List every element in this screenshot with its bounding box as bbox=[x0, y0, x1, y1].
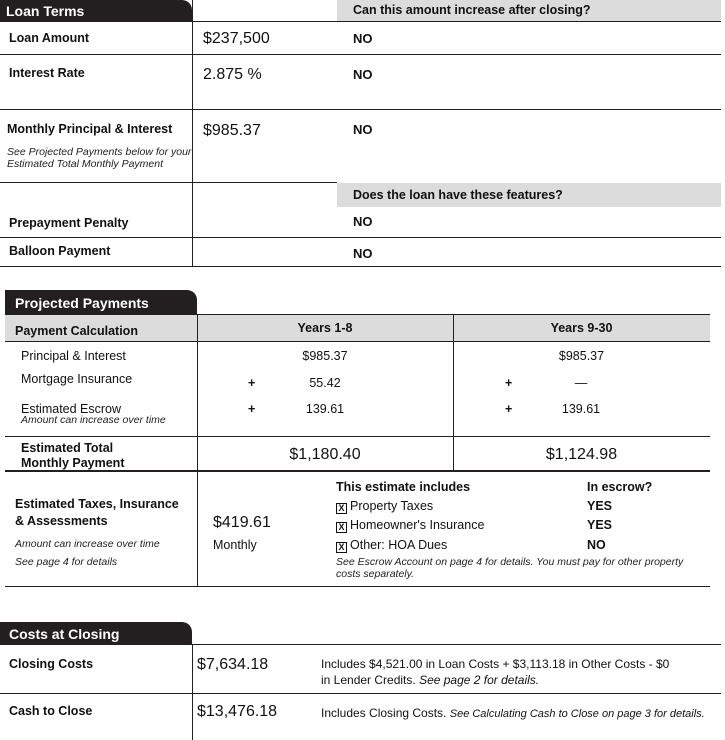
escrow-item-homeowners-insurance: X Homeowner's Insurance bbox=[336, 518, 484, 533]
escrow-item-property-taxes-answer: YES bbox=[587, 499, 613, 513]
divider bbox=[0, 109, 721, 110]
divider bbox=[0, 644, 721, 645]
taxes-amount: $419.61 bbox=[213, 514, 271, 531]
divider bbox=[5, 341, 710, 342]
loan-amount-value: $237,500 bbox=[203, 30, 270, 47]
plus-sign: + bbox=[505, 402, 513, 416]
escrow-item-homeowners-insurance-answer: YES bbox=[587, 518, 613, 532]
loan-amount-label: Loan Amount bbox=[9, 31, 90, 45]
interest-rate-answer: NO bbox=[353, 67, 373, 82]
checkbox-checked-icon: X bbox=[336, 522, 347, 533]
pi-col1: $985.37 bbox=[302, 349, 348, 363]
total-label-2: Monthly Payment bbox=[21, 456, 125, 470]
cash-to-close-desc: Includes Closing Costs. See Calculating Cash to Close on page 3 for details. bbox=[321, 706, 705, 720]
prepayment-penalty-answer: NO bbox=[353, 214, 373, 229]
includes-header: This estimate includes bbox=[336, 480, 471, 494]
escrow-col1: 139.61 bbox=[305, 402, 345, 416]
monthly-pi-note: See Projected Payments below for your Estimated Total Monthly Payment bbox=[7, 146, 192, 170]
divider bbox=[0, 237, 721, 238]
interest-rate-label: Interest Rate bbox=[9, 66, 85, 80]
divider bbox=[5, 314, 710, 315]
taxes-label-2: & Assessments bbox=[15, 514, 108, 528]
costs-at-closing-header: Costs at Closing bbox=[0, 622, 192, 644]
escrow-item-hoa-dues: X Other: HOA Dues bbox=[336, 538, 447, 553]
escrow-col2: 139.61 bbox=[561, 402, 601, 416]
closing-costs-desc-2: in Lender Credits. See page 2 for details. bbox=[321, 673, 540, 687]
in-escrow-header: In escrow? bbox=[587, 480, 653, 494]
checkbox-checked-icon: X bbox=[336, 503, 347, 514]
taxes-label-1: Estimated Taxes, Insurance bbox=[15, 497, 179, 511]
balloon-payment-label: Balloon Payment bbox=[9, 244, 111, 258]
projected-payments-header: Projected Payments bbox=[5, 290, 197, 314]
taxes-note-1: Amount can increase over time bbox=[15, 538, 160, 550]
plus-sign: + bbox=[505, 376, 513, 390]
interest-rate-value: 2.875 % bbox=[203, 66, 262, 83]
monthly-pi-answer: NO bbox=[353, 122, 373, 137]
divider bbox=[5, 586, 710, 587]
escrow-item-hoa-dues-answer: NO bbox=[587, 538, 606, 552]
payment-calc-label: Payment Calculation bbox=[15, 324, 138, 338]
pi-label: Principal & Interest bbox=[21, 349, 126, 363]
loan-terms-header: Loan Terms bbox=[0, 0, 192, 21]
cash-to-close-label: Cash to Close bbox=[9, 704, 93, 718]
divider bbox=[192, 0, 193, 266]
cash-to-close-value: $13,476.18 bbox=[197, 703, 278, 720]
increase-question: Can this amount increase after closing? bbox=[353, 3, 591, 17]
prepayment-penalty-label: Prepayment Penalty bbox=[9, 216, 129, 230]
total-col2: $1,124.98 bbox=[545, 446, 618, 463]
escrow-label: Estimated Escrow bbox=[21, 402, 122, 416]
taxes-period: Monthly bbox=[213, 538, 257, 552]
monthly-pi-label: Monthly Principal & Interest bbox=[7, 122, 173, 136]
mi-col1: 55.42 bbox=[309, 376, 341, 390]
total-label-1: Estimated Total bbox=[21, 441, 114, 455]
total-col1: $1,180.40 bbox=[289, 446, 361, 463]
features-question: Does the loan have these features? bbox=[353, 188, 563, 202]
checkbox-checked-icon: X bbox=[336, 542, 347, 553]
years-1-8-header: Years 1-8 bbox=[297, 321, 353, 335]
closing-costs-label: Closing Costs bbox=[9, 657, 94, 671]
divider bbox=[0, 266, 721, 267]
mi-label: Mortgage Insurance bbox=[21, 372, 133, 386]
divider bbox=[0, 54, 721, 55]
plus-sign: + bbox=[248, 402, 256, 416]
closing-costs-value: $7,634.18 bbox=[197, 656, 269, 673]
escrow-item-property-taxes: X Property Taxes bbox=[336, 499, 433, 514]
mi-col2: — bbox=[574, 376, 588, 390]
escrow-footnote: See Escrow Account on page 4 for details. You must pay for other property costs separately. bbox=[336, 556, 684, 580]
monthly-pi-value: $985.37 bbox=[203, 122, 261, 139]
balloon-payment-answer: NO bbox=[353, 246, 373, 261]
plus-sign: + bbox=[248, 376, 256, 390]
divider bbox=[192, 644, 193, 740]
divider bbox=[0, 182, 337, 183]
divider bbox=[5, 436, 710, 437]
loan-amount-answer: NO bbox=[353, 31, 373, 46]
years-9-30-header: Years 9-30 bbox=[550, 321, 613, 335]
escrow-note: Amount can increase over time bbox=[21, 414, 166, 426]
divider bbox=[5, 470, 710, 472]
taxes-note-2: See page 4 for details bbox=[15, 556, 118, 568]
closing-costs-desc-1: Includes $4,521.00 in Loan Costs + $3,113.18 in Other Costs - $0 bbox=[321, 657, 670, 671]
pi-col2: $985.37 bbox=[558, 349, 605, 363]
divider bbox=[0, 693, 721, 694]
divider bbox=[0, 21, 721, 22]
